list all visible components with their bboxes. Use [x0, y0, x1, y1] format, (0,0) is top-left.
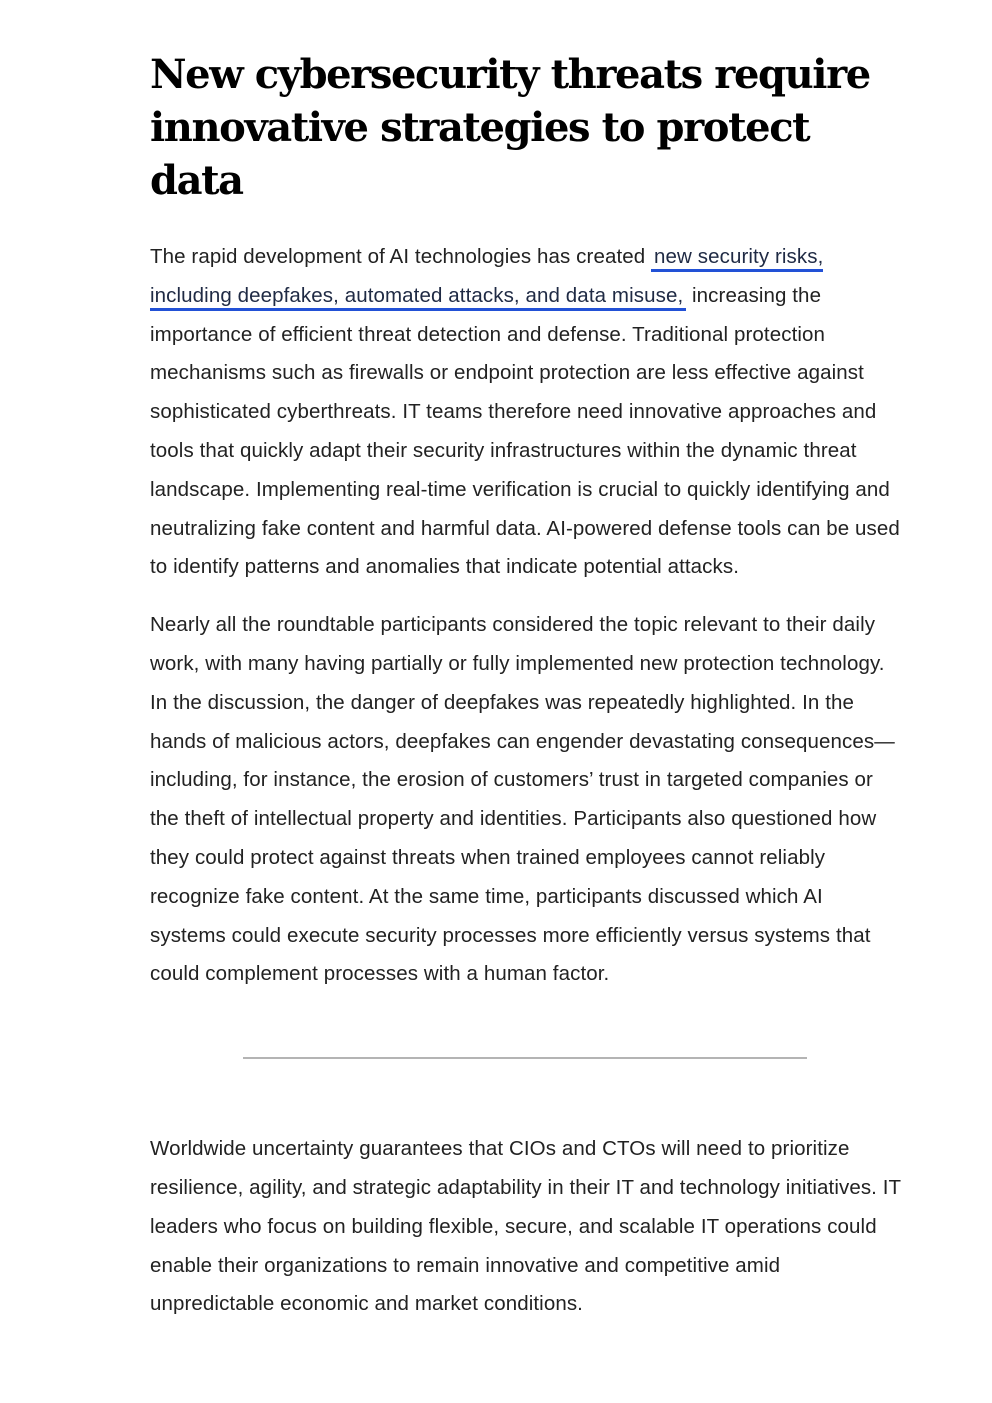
paragraph-conclusion: Worldwide uncertainty guarantees that CIOs and CTOs will need to prioritize resilience, agility, and strategic adaptability in their IT and technology initiatives. IT leaders who focus on building flexible, secure, and scalable IT operations could enable their organizations to remain innovative and competitive amid unpredictable economic and market conditions. — [150, 1137, 901, 1316]
paragraph-text: The rapid development of AI technologies has created — [150, 245, 652, 268]
article — [150, 48, 902, 1324]
paragraph-threats — [150, 238, 902, 587]
security-risks-link[interactable]: new security risks, including deepfakes, automated attacks, and data misuse, — [150, 245, 823, 311]
article-title: New cybersecurity threats require innovative strategies to protect data — [150, 51, 870, 204]
paragraph-text: increasing the importance of efficient threat detection and defense. Traditional protection mechanisms such as firewalls or endpoint protection are less effective against sophisticated cyberthreats. IT teams therefore need innovative approaches and tools that quickly adapt their security infrastructures within the dynamic threat landscape. Implementing real-time verification is crucial to quickly identifying and neutralizing fake content and harmful data. AI-powered defense tools can be used to identify patterns and anomalies that indicate potential attacks. — [150, 283, 900, 579]
paragraph-roundtable: Nearly all the roundtable participants considered the topic relevant to their daily work, with many having partially or fully implemented new protection technology. In the discussion, the danger of deepfakes was repeatedly highlighted. In the hands of malicious actors, deepfakes can engender devastating consequences—including, for instance, the erosion of customers’ trust in targeted companies or the theft of intellectual property and identities. Participants also questioned how they could protect against threats when trained employees cannot reliably recognize fake content. At the same time, participants discussed which AI systems could execute security processes more efficiently versus systems that could complement processes with a human factor. — [150, 613, 895, 986]
